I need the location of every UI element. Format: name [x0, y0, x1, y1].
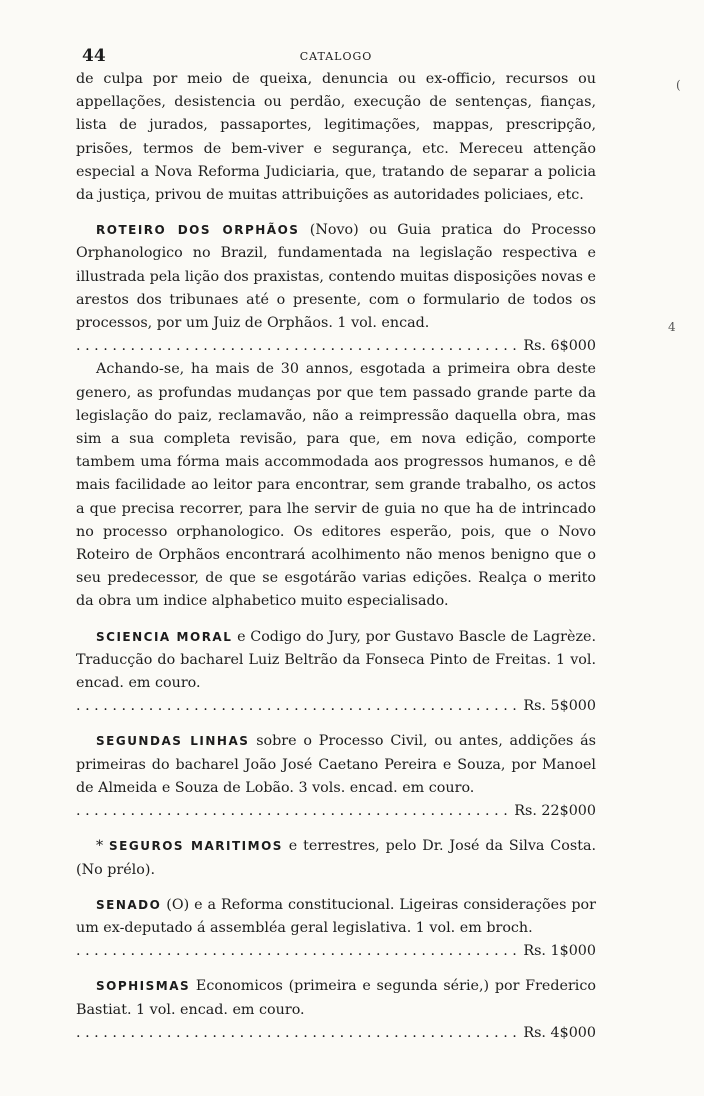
- entry-heading: SCIENCIA MORAL: [96, 629, 233, 644]
- catalog-entry-sciencia: [76, 626, 596, 719]
- entry-note: Achando-se, ha mais de 30 annos, esgotada a primeira obra deste genero, as profundas mudanças por que tem passado grande parte da legislação do paiz, reclamavão, não a reimpressão daquella obra, mas sim a sua completa revisão, para que, em nova edição, comporte tambem uma fórma mais accommodada aos progressos humanos, e dê mais facilidade ao leitor para encontrar, sem grande trabalho, os actos a que precisa recorrer, para lhe servir de guia no que ha de intrincado no processo orphanologico. Os editores esperão, pois, que o Novo Roteiro de Orphãos encontrará acolhimento não menos benigno que o seu predecessor, de que se esgotárão varias edições. Realça o merito da obra um indice alphabetico muito especialisado.: [76, 361, 596, 610]
- entry-text: sobre o Processo Civil, ou antes, addições ás primeiras do bacharel João José Caetano Pereira e Souza, por Manoel de Almeida e Souza de Lobão. 3 vols. encad. em couro.: [76, 733, 596, 796]
- catalog-page: [76, 38, 596, 1045]
- entry-heading: SOPHISMAS: [96, 979, 191, 994]
- page-number: 44: [82, 46, 106, 66]
- entry-price: Rs. 5$000: [523, 698, 596, 715]
- entry-price: Rs. 22$000: [514, 803, 596, 820]
- entry-text: e terrestres, pelo Dr. José da Silva Costa. (No prélo).: [76, 838, 597, 878]
- entry-text: Economicos (primeira e segunda série,) por Frederico Bastiat. 1 vol. encad. em couro.: [76, 978, 596, 1018]
- entry-text: (O) e a Reforma constitucional. Ligeiras considerações por um ex-deputado á assembléa geral legislativa. 1 vol. em broch.: [76, 896, 596, 936]
- margin-mark: (: [676, 78, 681, 92]
- continuation-paragraph: de culpa por meio de queixa, denuncia ou ex-officio, recursos ou appellações, desistencia ou perdão, execução de sentenças, fianças, lista de jurados, passaportes, legitimações, mappas, prescripção, prisões, termos de bem-viver e segurança, etc. Mereceu attenção especial a Nova Reforma Judiciaria, que, tratando de separar a policia da justiça, privou de muitas attribuições as autoridades policiaes, etc.: [76, 71, 596, 204]
- entry-price: Rs. 1$000: [523, 943, 596, 960]
- running-title: CATALOGO: [299, 50, 373, 63]
- page-header: [76, 38, 596, 68]
- entry-heading: SEGUROS MARITIMOS: [109, 839, 283, 854]
- entry-heading: ROTEIRO DOS ORPHÃOS: [96, 223, 300, 238]
- entry-price: Rs. 6$000: [523, 338, 596, 355]
- margin-mark: 4: [668, 320, 676, 334]
- catalog-entry-segundas: [76, 730, 596, 823]
- entry-text: (Novo) ou Guia pratica do Processo Orphanologico no Brazil, fundamentada na legislação respectiva e illustrada pela lição dos praxistas, contendo muitas disposições novas e arestos dos tribunaes até o presente, com o formulario de todos os processos, por um Juiz de Orphãos. 1 vol. encad.: [76, 222, 596, 332]
- catalog-entry-senado: [76, 894, 596, 964]
- entry-text: e Codigo do Jury, por Gustavo Bascle de Lagrèze. Traducção do bacharel Luiz Beltrão da Fonseca Pinto de Freitas. 1 vol. encad. em couro.: [76, 628, 597, 692]
- catalog-entry-roteiro: [76, 219, 596, 613]
- entry-heading: SEGUNDAS LINHAS: [96, 734, 250, 749]
- catalog-entry-seguros: [76, 835, 596, 881]
- entry-price: Rs. 4$000: [523, 1024, 596, 1041]
- entry-heading: SENADO: [96, 897, 162, 912]
- catalog-entry-sophismas: [76, 975, 596, 1045]
- entry-marker: *: [96, 838, 104, 855]
